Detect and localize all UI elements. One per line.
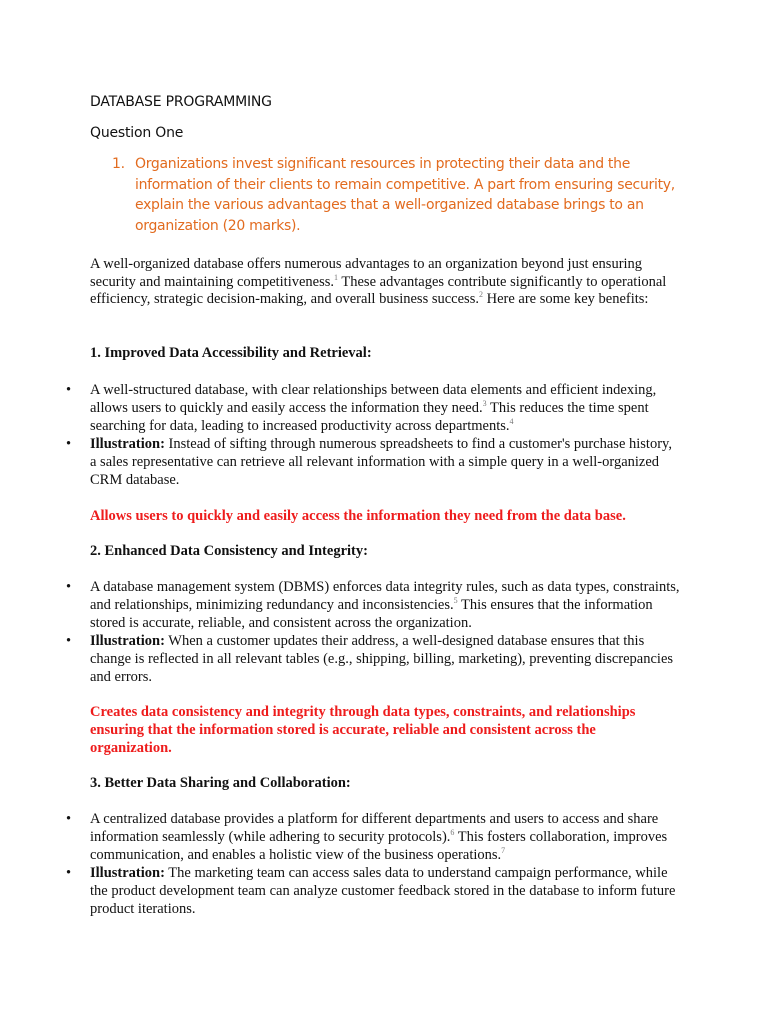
list-item xyxy=(66,632,680,686)
bullet-text: A well-structured database, with clear relationships between data elements and efficient indexing, allows users to quickly and easily access the information they need. xyxy=(90,382,657,416)
illustration-label: Illustration: xyxy=(90,633,165,649)
bullet-icon: • xyxy=(66,382,72,398)
bullet-text: This reduces the time spent searching for data, leading to increased productivity across departments. xyxy=(90,400,649,434)
bullet-text: A database management system (DBMS) enforces data integrity rules, such as data types, constraints, and relationships, minimizing redundancy and inconsistencies. xyxy=(90,579,680,613)
footnote-ref[interactable]: 7 xyxy=(501,846,506,856)
list-item xyxy=(66,864,680,918)
bullet-icon: • xyxy=(66,579,72,595)
bullet-text: This ensures that the information stored is accurate, reliable, and consistent across the organization. xyxy=(90,597,653,631)
section-title: 1. Improved Data Accessibility and Retrieval: xyxy=(90,345,372,361)
footnote-ref[interactable]: 6 xyxy=(450,828,455,838)
illustration-label: Illustration: xyxy=(90,436,165,452)
doc-title: DATABASE PROGRAMMING xyxy=(90,94,272,110)
bullet-text: Instead of sifting through numerous spreadsheets to find a customer's purchase history, a sales representative can retrieve all relevant information with a simple query in a well-organized CRM database. xyxy=(90,436,672,488)
bullet-text: This fosters collaboration, improves communication, and enables a holistic view of the business operations. xyxy=(90,829,668,863)
list-item xyxy=(66,435,680,489)
list-item xyxy=(66,810,680,864)
section-title: 3. Better Data Sharing and Collaboration: xyxy=(90,775,351,791)
list-item xyxy=(66,381,680,435)
bullet-list xyxy=(66,381,680,489)
question-item xyxy=(112,154,682,236)
footnote-ref[interactable]: 3 xyxy=(482,399,487,409)
bullet-text: When a customer updates their address, a well-designed database ensures that this change is reflected in all relevant tables (e.g., shipping, billing, marketing), preventing discrepancies and errors. xyxy=(90,633,674,685)
intro-text-1: A well-organized database offers numerous advantages to an organization beyond just ensuring security and maintaining competitiveness. xyxy=(90,256,643,290)
bullet-icon: • xyxy=(66,633,72,649)
bullet-list xyxy=(66,810,680,918)
illustration-label: Illustration: xyxy=(90,865,165,881)
intro-paragraph xyxy=(90,256,680,309)
question-heading: Question One xyxy=(90,125,184,141)
summary-text: Creates data consistency and integrity through data types, constraints, and relationships ensuring that the information stored is accurate, reliable and consistent across the organization. xyxy=(90,704,636,756)
question-text: Organizations invest significant resources in protecting their data and the information of their clients to remain competitive. A part from ensuring security, explain the various advantages that a well-organized database brings to an organization (20 marks). xyxy=(135,156,675,234)
intro-text-2: These advantages contribute significantly to operational efficiency, strategic decision-making, and overall business success. xyxy=(90,273,667,307)
question-number: 1. xyxy=(112,156,125,172)
intro-text-3: Here are some key benefits: xyxy=(482,291,649,307)
footnote-ref[interactable]: 5 xyxy=(453,596,458,606)
bullet-icon: • xyxy=(66,436,72,452)
bullet-list xyxy=(66,578,680,686)
footnote-ref[interactable]: 2 xyxy=(478,290,483,300)
list-item xyxy=(66,578,680,632)
footnote-ref[interactable]: 4 xyxy=(509,417,514,427)
bullet-icon: • xyxy=(66,865,72,881)
bullet-text: A centralized database provides a platform for different departments and users to access and share information seamlessly (while adhering to security protocols). xyxy=(90,811,659,845)
footnote-ref[interactable]: 1 xyxy=(334,272,339,282)
bullet-icon: • xyxy=(66,811,72,827)
bullet-text: The marketing team can access sales data to understand campaign performance, while the product development team can analyze customer feedback stored in the database to inform future product iterations. xyxy=(90,865,676,917)
section-title: 2. Enhanced Data Consistency and Integrity: xyxy=(90,543,368,559)
summary-text: Allows users to quickly and easily access the information they need from the data base. xyxy=(90,508,626,524)
